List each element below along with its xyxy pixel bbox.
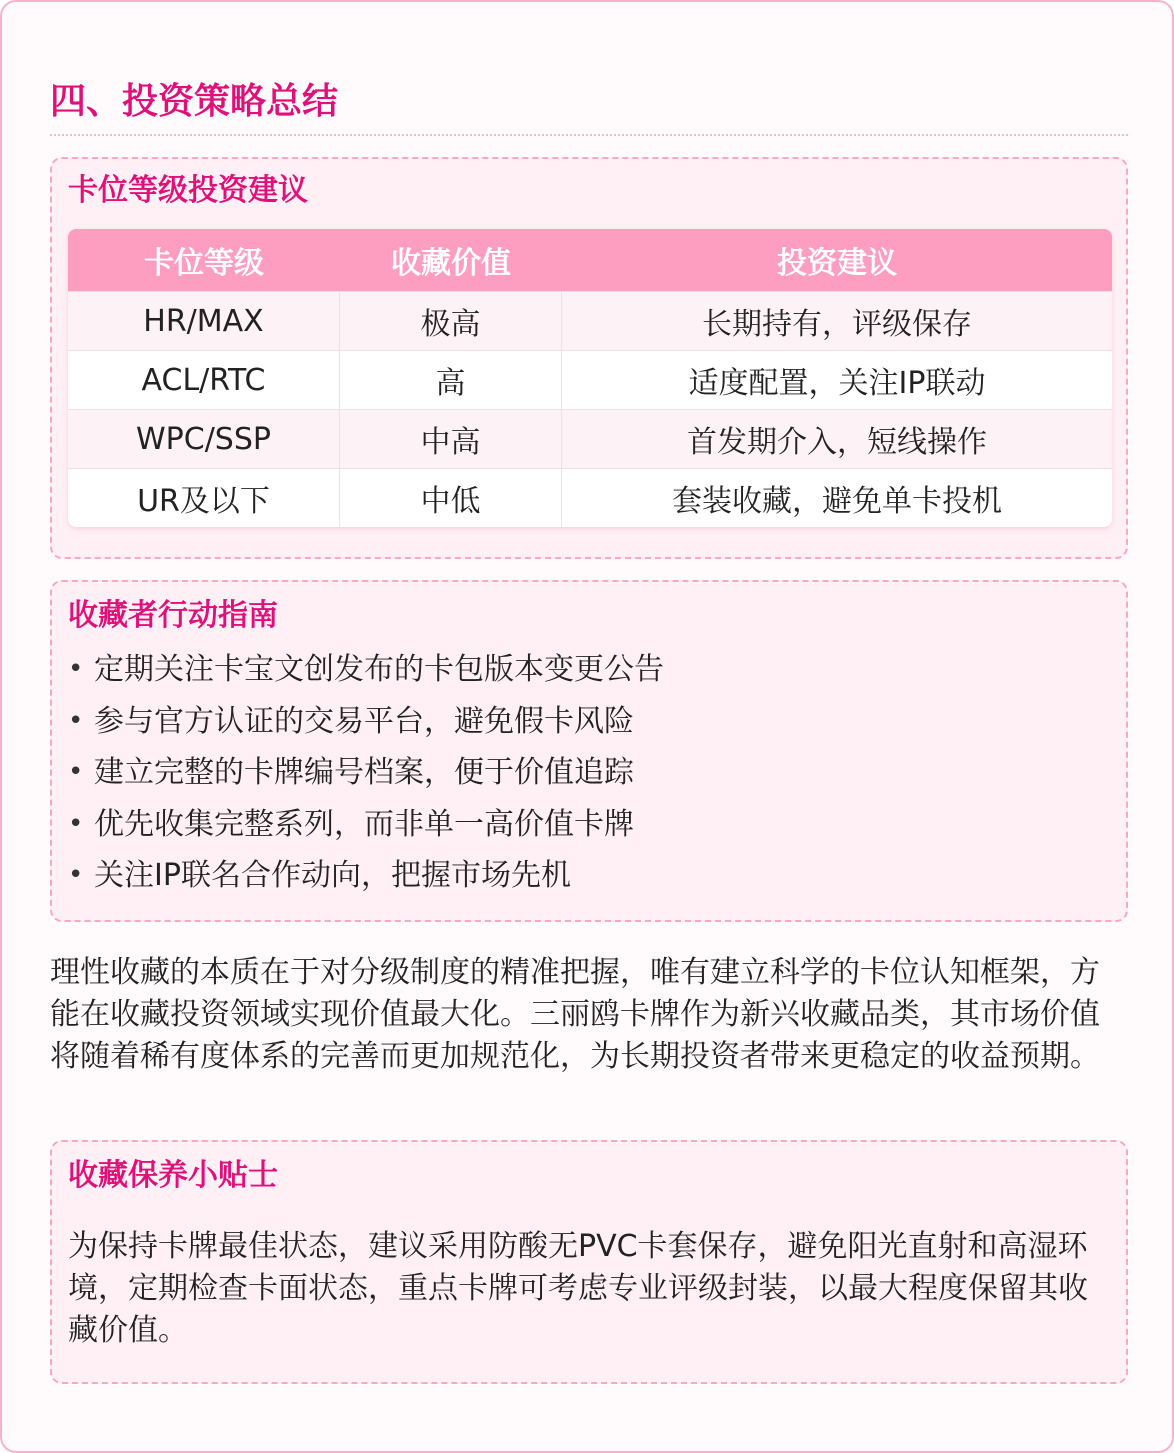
list-item-text: 优先收集完整系列，而非单一高价值卡牌 — [94, 806, 634, 842]
grade-advice-table — [68, 229, 1112, 527]
table-header-row — [68, 229, 1112, 291]
bullet-icon: • — [68, 705, 84, 736]
bullet-icon: • — [68, 757, 84, 787]
bullet-icon: • — [68, 808, 84, 839]
list-item — [68, 747, 664, 799]
grade-advice-card — [50, 157, 1128, 559]
list-item-text: 建立完整的卡牌编号档案，便于价值追踪 — [94, 755, 634, 790]
table-row — [68, 350, 1112, 409]
cell-advice: 首发期介入，短线操作 — [562, 409, 1112, 468]
cell-grade: UR及以下 — [68, 468, 340, 527]
bullet-icon: • — [68, 860, 84, 890]
cell-value: 高 — [340, 350, 562, 409]
list-item-text: 关注IP联名合作动向，把握市场先机 — [94, 858, 571, 893]
cell-value: 中低 — [340, 468, 562, 527]
collector-guide-card — [50, 580, 1128, 922]
list-item-text: 定期关注卡宝文创发布的卡包版本变更公告 — [94, 652, 664, 687]
table-row — [68, 409, 1112, 468]
list-item — [68, 799, 664, 851]
section-title: 四、投资策略总结 — [50, 81, 339, 122]
grade-advice-heading: 卡位等级投资建议 — [68, 173, 308, 208]
care-tips-card — [50, 1140, 1128, 1384]
title-divider — [50, 134, 1128, 136]
column-header-grade: 卡位等级 — [68, 229, 340, 291]
list-item-text: 参与官方认证的交易平台，避免假卡风险 — [94, 703, 634, 739]
collector-guide-heading: 收藏者行动指南 — [68, 598, 278, 633]
cell-grade: ACL/RTC — [68, 350, 340, 409]
list-item — [68, 850, 664, 902]
cell-value: 中高 — [340, 409, 562, 468]
list-item — [68, 696, 664, 748]
bullet-icon: • — [68, 654, 84, 684]
cell-advice: 长期持有，评级保存 — [562, 291, 1112, 350]
table-row — [68, 291, 1112, 350]
list-item — [68, 644, 664, 696]
cell-advice: 适度配置，关注IP联动 — [562, 350, 1112, 409]
cell-grade: WPC/SSP — [68, 409, 340, 468]
collector-guide-list — [68, 644, 664, 902]
cell-value: 极高 — [340, 291, 562, 350]
table-row — [68, 468, 1112, 527]
column-header-value: 收藏价值 — [340, 229, 562, 291]
summary-paragraph: 理性收藏的本质在于对分级制度的精准把握，唯有建立科学的卡位认知框架，方能在收藏投资领域实现价值最大化。三丽鸥卡牌作为新兴收藏品类，其市场价值将随着稀有度体系的完善而更加规范化，为长期投资者带来更稳定的收益预期。 — [50, 955, 1100, 1074]
cell-advice: 套装收藏，避免单卡投机 — [562, 468, 1112, 527]
care-tips-text: 为保持卡牌最佳状态，建议采用防酸无PVC卡套保存，避免阳光直射和高湿环境，定期检查卡面状态，重点卡牌可考虑专业评级封装，以最大程度保留其收藏价值。 — [68, 1229, 1088, 1348]
care-tips-heading: 收藏保养小贴士 — [68, 1158, 278, 1193]
cell-grade: HR/MAX — [68, 291, 340, 350]
column-header-advice: 投资建议 — [562, 229, 1112, 291]
